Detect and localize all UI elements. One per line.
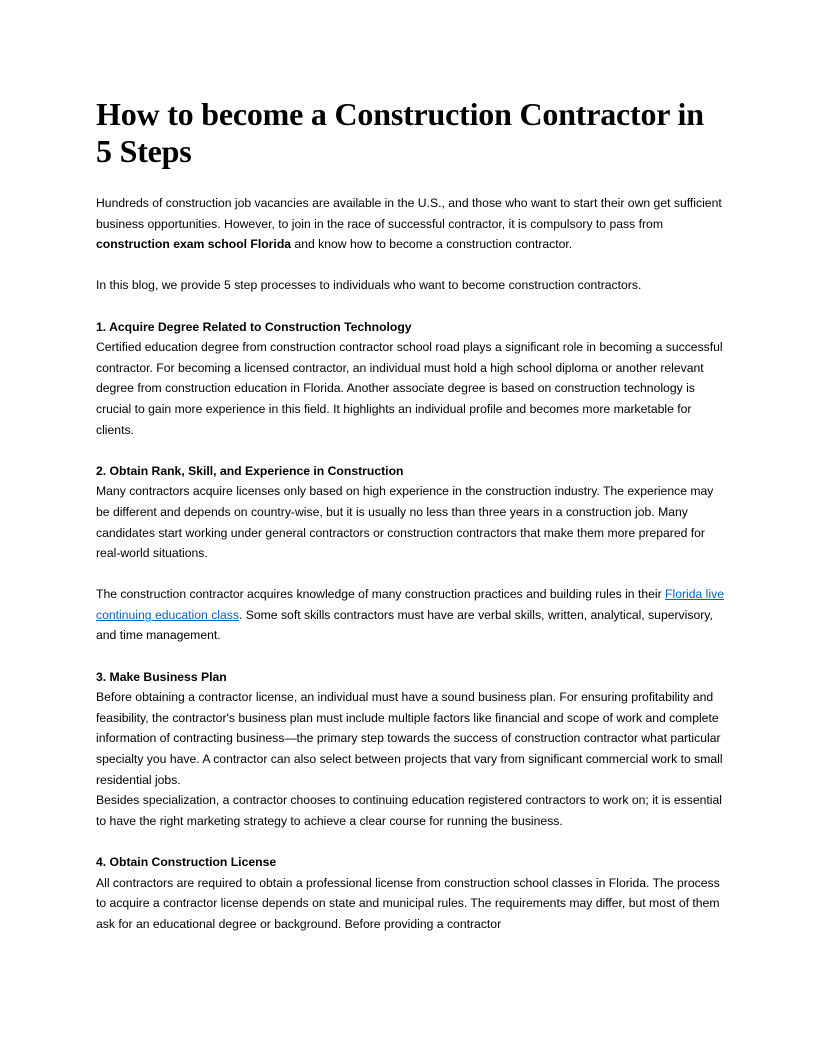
section-body: All contractors are required to obtain a professional license from construction school classes in Florida. The process to acquire a contractor license depends on state and municipal rules. The requirements may differ, but most of them ask for an educational degree or background. Before providing a contractor bbox=[96, 875, 720, 931]
intro-paragraph-2: In this blog, we provide 5 step processes to individuals who want to become construction contractors. bbox=[96, 278, 642, 293]
document-body bbox=[96, 193, 724, 934]
section-heading: 1. Acquire Degree Related to Construction Technology bbox=[96, 319, 412, 334]
page-title: How to become a Construction Contractor in 5 Steps bbox=[96, 96, 704, 169]
continuing-education-link[interactable]: Florida live continuing education class bbox=[96, 587, 724, 622]
section-body: Before obtaining a contractor license, an individual must have a sound business plan. For ensuring profitability and feasibility, the contractor's business plan must include multiple factors like financial and scope of work and complete information of contracting business—the primary step towards the success of construction contractor what particular specialty you have. A contractor can also select between projects that vary from significant commercial work to small residential jobs. bbox=[96, 690, 723, 787]
section-body: Many contractors acquire licenses only based on high experience in the construction industry. The experience may be different and depends on country-wise, but it is usually no less than three years in a construction job. Many candidates start working under general contractors or construction contractors that make them more prepared for real-world situations. bbox=[96, 484, 714, 561]
section-2 bbox=[96, 461, 724, 646]
document-page bbox=[96, 96, 724, 934]
section-extra-end: . Some soft skills contractors must have are verbal skills, written, analytical, supervisory, and time management. bbox=[96, 607, 713, 643]
intro-text-end: and know how to become a construction contractor. bbox=[291, 237, 573, 252]
section-heading: 3. Make Business Plan bbox=[96, 669, 227, 684]
section-body-2: Besides specialization, a contractor chooses to continuing education registered contractors to work on; it is essential to have the right marketing strategy to achieve a clear course for running the business. bbox=[96, 793, 722, 828]
section-4 bbox=[96, 852, 724, 934]
intro-bold-keyword: construction exam school Florida bbox=[96, 237, 292, 252]
intro-text-start: Hundreds of construction job vacancies are available in the U.S., and those who want to start their own get sufficient business opportunities. However, to join in the race of successful contractor, it is compulsory to pass from bbox=[96, 196, 722, 231]
section-heading: 4. Obtain Construction License bbox=[96, 855, 277, 869]
section-body: Certified education degree from construction contractor school road plays a significant role in becoming a successful contractor. For becoming a licensed contractor, an individual must hold a high school diploma or another relevant degree from construction education in Florida. Another associate degree is based on construction technology is crucial to gain more experience in this field. It highlights an individual profile and becomes more marketable for clients. bbox=[96, 340, 723, 437]
section-3 bbox=[96, 667, 724, 832]
section-extra-start: The construction contractor acquires knowledge of many construction practices and building rules in their bbox=[96, 587, 666, 602]
section-heading: 2. Obtain Rank, Skill, and Experience in Construction bbox=[96, 463, 404, 478]
section-body-extra bbox=[96, 584, 724, 646]
intro-paragraph bbox=[96, 193, 724, 255]
section-1 bbox=[96, 317, 724, 441]
